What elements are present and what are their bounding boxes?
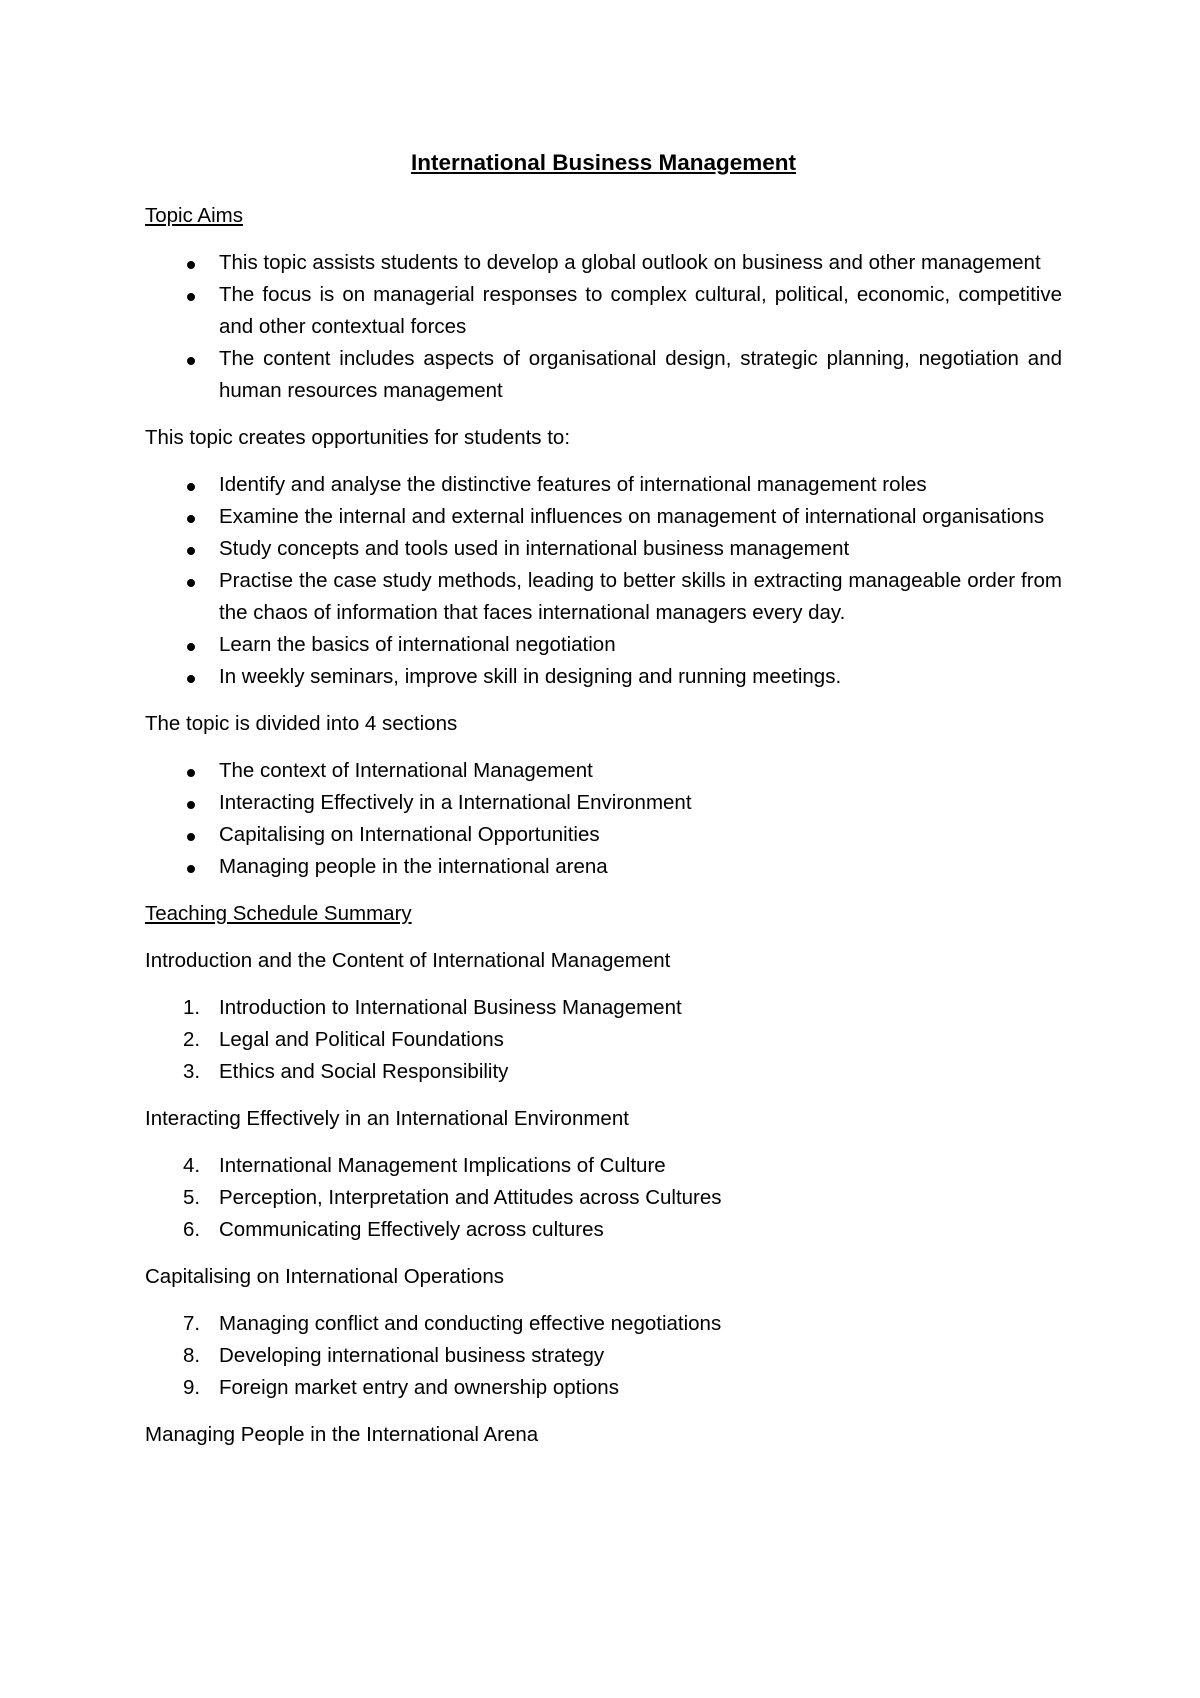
topic-aims-list <box>145 247 1062 407</box>
bullet-icon <box>187 643 195 651</box>
bullet-icon <box>187 675 195 683</box>
list-item: 8. Developing international business strategy <box>145 1340 1062 1372</box>
bullet-icon <box>187 833 195 841</box>
schedule-group-title: Managing People in the International Arena <box>145 1423 539 1446</box>
list-item: The focus is on managerial responses to complex cultural, political, economic, competitive and other contextual forces <box>145 279 1062 343</box>
list-item: 7. Managing conflict and conducting effective negotiations <box>145 1308 1062 1340</box>
opportunities-intro: This topic creates opportunities for students to: <box>145 426 571 449</box>
bullet-icon <box>187 579 195 587</box>
list-item: In weekly seminars, improve skill in designing and running meetings. <box>145 661 1062 693</box>
bullet-icon <box>187 293 195 301</box>
list-item: 4. International Management Implications of Culture <box>145 1150 1062 1182</box>
list-item: 2. Legal and Political Foundations <box>145 1024 1062 1056</box>
list-item: Learn the basics of international negotiation <box>145 629 1062 661</box>
schedule-list <box>145 1150 1062 1246</box>
list-item: 9. Foreign market entry and ownership options <box>145 1372 1062 1404</box>
bullet-icon <box>187 801 195 809</box>
list-item: 6. Communicating Effectively across cultures <box>145 1214 1062 1246</box>
list-item: Identify and analyse the distinctive features of international management roles <box>145 469 1062 501</box>
opportunities-list <box>145 469 1062 693</box>
topic-aims-heading: Topic Aims <box>145 204 243 227</box>
bullet-icon <box>187 515 195 523</box>
list-item: The content includes aspects of organisational design, strategic planning, negotiation and human resources management <box>145 343 1062 407</box>
schedule-group-title: Interacting Effectively in an International Environment <box>145 1107 629 1130</box>
list-item: 3. Ethics and Social Responsibility <box>145 1056 1062 1088</box>
list-item: Examine the internal and external influences on management of international organisations <box>145 501 1062 533</box>
schedule-list <box>145 1308 1062 1404</box>
schedule-list <box>145 992 1062 1088</box>
list-item: This topic assists students to develop a global outlook on business and other management <box>145 247 1062 279</box>
sections-list <box>145 755 1062 883</box>
list-number: 3. <box>183 1060 201 1083</box>
list-item: The context of International Management <box>145 755 1062 787</box>
schedule-group-title: Capitalising on International Operations <box>145 1265 504 1288</box>
list-number: 5. <box>183 1186 201 1209</box>
page-title: International Business Management <box>410 150 797 175</box>
bullet-icon <box>187 547 195 555</box>
bullet-icon <box>187 357 195 365</box>
list-item: 1. Introduction to International Business Management <box>145 992 1062 1024</box>
list-item: 5. Perception, Interpretation and Attitudes across Cultures <box>145 1182 1062 1214</box>
list-number: 2. <box>183 1028 201 1051</box>
document-page <box>145 148 1062 1466</box>
list-number: 4. <box>183 1154 201 1177</box>
bullet-icon <box>187 261 195 269</box>
list-number: 8. <box>183 1344 201 1367</box>
sections-intro: The topic is divided into 4 sections <box>145 712 458 735</box>
schedule-group-title: Introduction and the Content of International Management <box>145 949 671 972</box>
list-number: 9. <box>183 1376 201 1399</box>
list-item: Practise the case study methods, leading to better skills in extracting manageable order from the chaos of information that faces international managers every day. <box>145 565 1062 629</box>
list-item: Managing people in the international arena <box>145 851 1062 883</box>
list-item: Study concepts and tools used in international business management <box>145 533 1062 565</box>
list-number: 7. <box>183 1312 201 1335</box>
schedule-heading: Teaching Schedule Summary <box>145 902 412 925</box>
bullet-icon <box>187 769 195 777</box>
bullet-icon <box>187 865 195 873</box>
list-item: Interacting Effectively in a International Environment <box>145 787 1062 819</box>
list-item: Capitalising on International Opportunities <box>145 819 1062 851</box>
bullet-icon <box>187 483 195 491</box>
list-number: 6. <box>183 1218 201 1241</box>
list-number: 1. <box>183 996 201 1019</box>
